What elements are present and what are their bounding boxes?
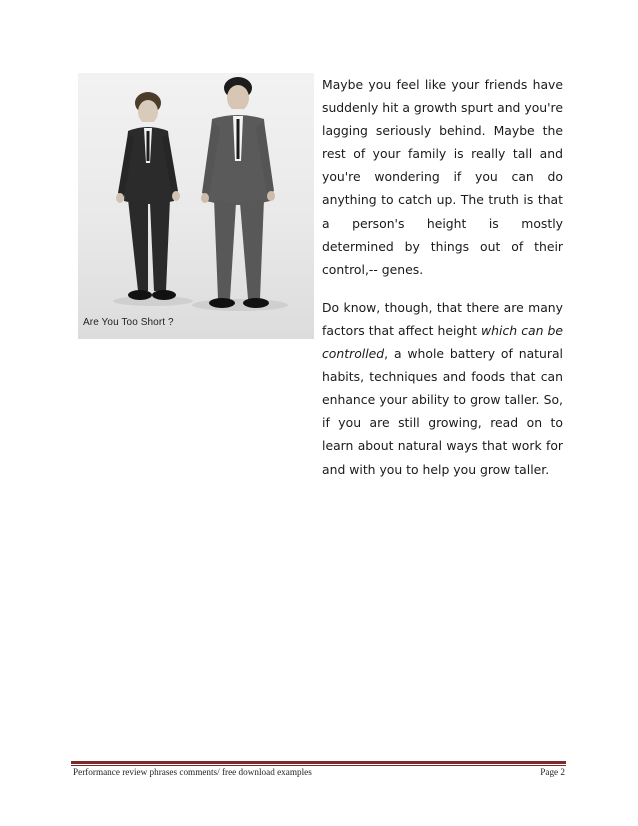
footer-divider-thick: [71, 761, 566, 764]
article-photo: [78, 73, 314, 339]
article-body: [322, 73, 563, 481]
paragraph-2-rest: , a whole battery of natural habits, techniques and foods that can enhance your ability to grow taller. So, if you are still growing, read on to learn about natural ways that work for and with you to help you grow taller.: [322, 346, 563, 477]
short-man-figure: [116, 92, 180, 300]
paragraph-2-intro: Do know, though, that there are many factors that affect height: [322, 299, 563, 338]
footer-document-title: Performance review phrases comments/ free download examples: [73, 767, 312, 777]
footer-page-number: Page 2: [540, 767, 565, 777]
paragraph-2-emphasis: which can be controlled: [322, 322, 563, 362]
article-paragraph-1: Maybe you feel like your friends have suddenly hit a growth spurt and you're lagging seriously behind. Maybe the rest of your family is really tall and you're wondering if you can do anything to catch up. The truth is that a person's height is mostly determined by things out of their control,-- genes.: [322, 77, 563, 277]
tall-man-figure: [201, 77, 275, 308]
two-men-in-suits-illustration: [78, 73, 314, 339]
photo-caption: Are You Too Short ?: [83, 317, 174, 328]
article-paragraph-2: [322, 296, 563, 481]
footer-divider-thin: [71, 765, 566, 766]
